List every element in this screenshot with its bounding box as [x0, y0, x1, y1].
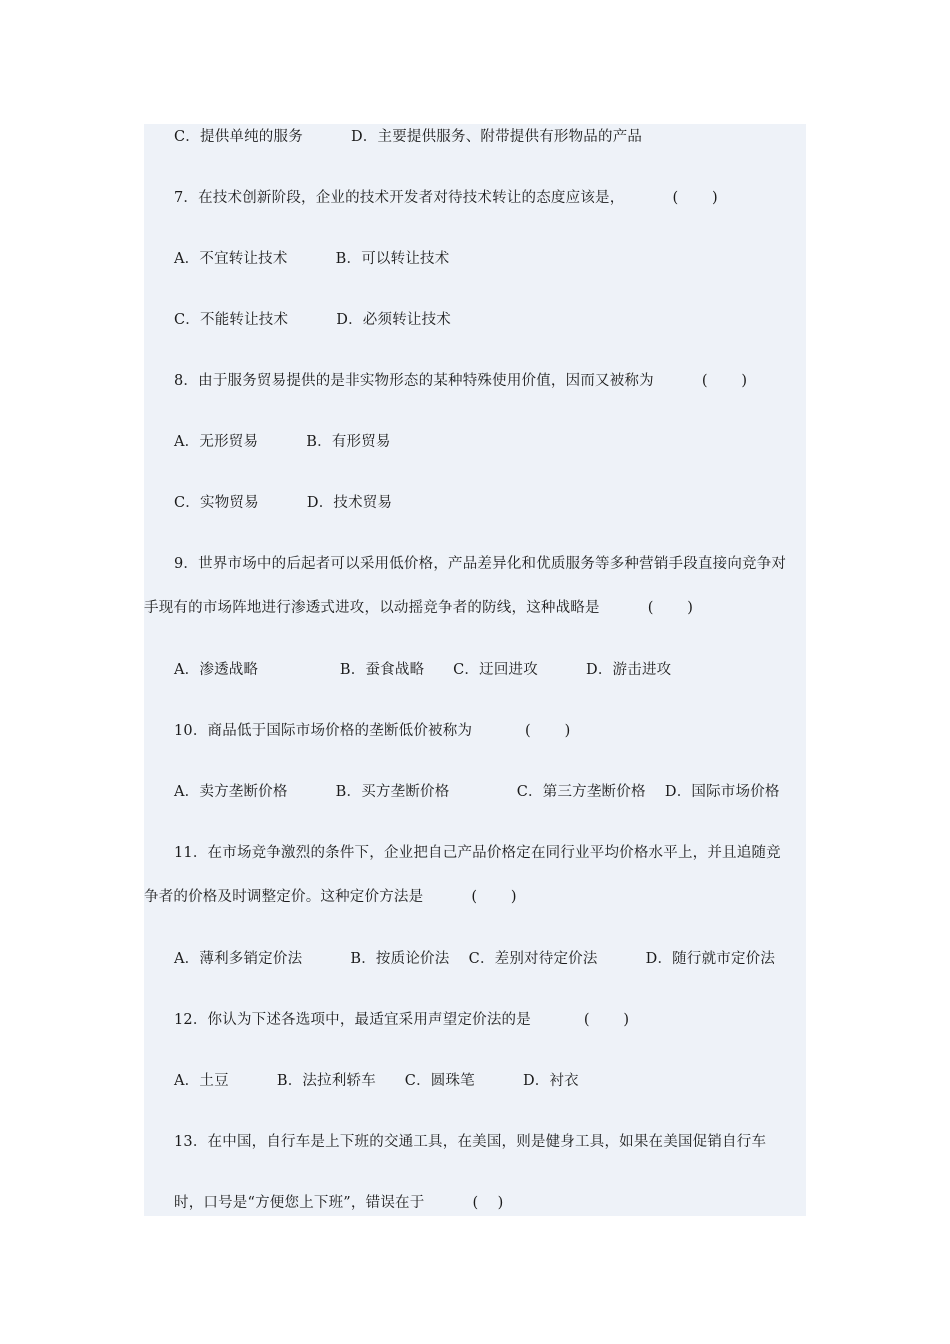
q11-stem-line1: 11．在市场竞争激烈的条件下，企业把自己产品价格定在同行业平均价格水平上，并且追随竞: [174, 845, 781, 861]
q8-options-cd: C．实物贸易 D．技术贸易: [174, 495, 393, 511]
q10-options: A．卖方垄断价格 B．买方垄断价格 C．第三方垄断价格 D．国际市场价格: [174, 784, 780, 800]
q13-stem-line1: 13．在中国，自行车是上下班的交通工具，在美国，则是健身工具，如果在美国促销自行车: [174, 1134, 767, 1150]
q9-stem-line2: 手现有的市场阵地进行渗透式进攻，以动摇竞争者的防线，这种战略是 ( ): [144, 600, 694, 616]
q7-options-cd: C．不能转让技术 D．必须转让技术: [174, 312, 452, 328]
q11-stem-line2: 争者的价格及时调整定价。这种定价方法是 ( ): [144, 889, 517, 905]
q9-stem-line1: 9．世界市场中的后起者可以采用低价格，产品差异化和优质服务等多种营销手段直接向竞争对: [174, 556, 787, 572]
q9-options: A．渗透战略 B．蚕食战略 C．迂回进攻 D．游击进攻: [174, 662, 672, 678]
q13-stem-line2: 时，口号是“方便您上下班”，错误在于 ( ): [174, 1195, 504, 1211]
q8-stem: 8．由于服务贸易提供的是非实物形态的某种特殊使用价值，因而又被称为 ( ): [174, 373, 748, 389]
q11-options: A．薄利多销定价法 B．按质论价法 C．差别对待定价法 D．随行就市定价法: [174, 951, 776, 967]
q6-options-cd: C．提供单纯的服务 D．主要提供服务、附带提供有形物品的产品: [174, 129, 643, 145]
q7-options-ab: A．不宜转让技术 B．可以转让技术: [174, 251, 450, 267]
q10-stem: 10．商品低于国际市场价格的垄断低价被称为 ( ): [174, 723, 571, 739]
q12-stem: 12．你认为下述各选项中，最适宜采用声望定价法的是 ( ): [174, 1012, 630, 1028]
q8-options-ab: A．无形贸易 B．有形贸易: [174, 434, 391, 450]
q12-options: A．土豆 B．法拉利轿车 C．圆珠笔 D．衬衣: [174, 1073, 579, 1089]
q7-stem: 7．在技术创新阶段，企业的技术开发者对待技术转让的态度应该是， ( ): [174, 190, 718, 206]
